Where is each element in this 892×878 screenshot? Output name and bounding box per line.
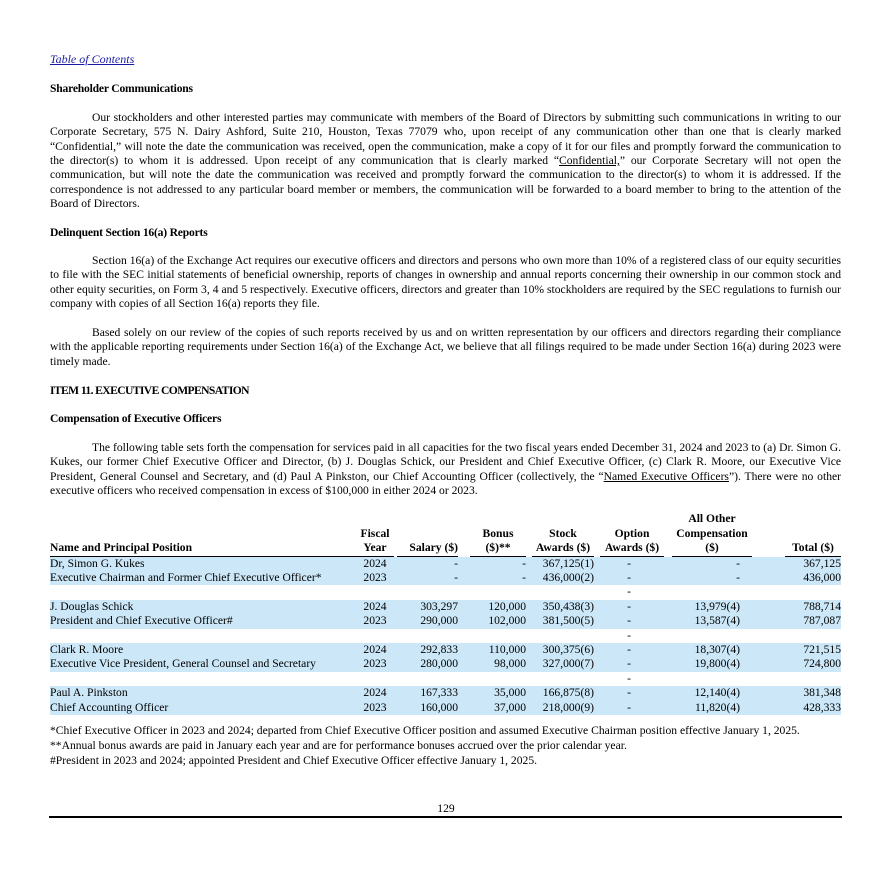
header-stock-awards: Stock Awards ($) (532, 527, 594, 557)
summary-compensation-table (50, 512, 841, 715)
compensation-heading: Compensation of Executive Officers (50, 412, 222, 426)
table-row: Paul A. Pinkston 2024 167,333 35,000 166,875(8) - 12,140(4) 381,348 (50, 686, 841, 700)
header-fiscal-year: Fiscal Year (356, 527, 394, 557)
delinquent-section-heading: Delinquent Section 16(a) Reports (50, 225, 208, 239)
table-row: J. Douglas Schick 2024 303,297 120,000 350,438(3) - 13,979(4) 788,714 (50, 599, 841, 613)
table-spacer-row: - (627, 585, 631, 599)
delinquent-paragraph-2: Based solely on our review of the copies of such reports received by us and on written representation by our officers and directors regarding their compliance with the applicable reporting requirements under Section 16(a) of the Exchange Act, we believe that all filings required to be made under Section 16(a) during 2023 were timely made. (50, 325, 841, 368)
table-row: Executive Vice President, General Counsel and Secretary 2023 280,000 98,000 327,000(7) - 19,800(4) 724,800 (50, 657, 841, 671)
table-spacer-row: - (627, 628, 631, 642)
compensation-paragraph: The following table sets forth the compensation for services paid in all capacities for the two fiscal years ended December 31, 2024 and 2023 to (a) Dr. Simon G. Kukes, our former Chief Executive Officer and Director, (b) J. Douglas Schick, our President and Chief Executive Officer, (c) Clark R. Moore, our Executive Vice President, General Counsel and Secretary, and (d) Paul A Pinkston, our Chief Accounting Officer (collectively, the “Named Executive Officers”). There were no other executive officers who received compensation in excess of $100,000 in either 2024 or 2023. (50, 440, 841, 497)
table-row: President and Chief Executive Officer# 2023 290,000 102,000 381,500(5) - 13,587(4) 787,087 (50, 614, 841, 628)
table-row: Dr, Simon G. Kukes 2024 - - 367,125(1) - - 367,125 (50, 556, 841, 570)
table-of-contents-link[interactable]: Table of Contents (50, 52, 135, 66)
footnote-star: *Chief Executive Officer in 2023 and 2024; departed from Chief Executive Officer position and assumed Executive Chairman position effective January 1, 2025. (50, 724, 800, 738)
shareholder-communications-paragraph: Our stockholders and other interested parties may communicate with members of the Board of Directors by submitting such communications in writing to our Corporate Secretary, 575 N. Dairy Ashford, Suite 210, Houston, Texas 77079 who, upon receipt of any communication other than one that is clearly marked “Confidential,” will note the date the communication was received, open the communication, make a copy of it for our files and promptly forward the communication to the director(s) to whom it is addressed. Upon receipt of any communication that is clearly marked “Confidential,” our Corporate Secretary will not open the communication, but will note the date the communication was received and promptly forward the communication to the director(s) to whom it is addressed. If the correspondence is not addressed to any particular board member or members, the communication will be forwarded to a board member to bring to the attention of the Board of Directors. (50, 110, 841, 211)
footnote-hash: #President in 2023 and 2024; appointed President and Chief Executive Officer effective January 1, 2025. (50, 754, 538, 768)
header-total: Total ($) (785, 541, 841, 556)
table-row: Clark R. Moore 2024 292,833 110,000 300,375(6) - 18,307(4) 721,515 (50, 643, 841, 656)
shareholder-communications-heading: Shareholder Communications (50, 82, 193, 96)
named-executive-officers-underlined: Named Executive Officers (603, 469, 729, 483)
table-row: Chief Accounting Officer 2023 160,000 37,000 218,000(9) - 11,820(4) 428,333 (50, 700, 841, 714)
delinquent-paragraph-1: Section 16(a) of the Exchange Act requires our executive officers and directors and persons who own more than 10% of a registered class of our equity securities to file with the SEC initial statements of beneficial ownership, reports of changes in ownership and annual reports concerning their ownership in our common stock and other equity securities, on Form 3, 4 and 5 respectively. Executive officers, directors and greater than 10% stockholders are required by the SEC regulations to furnish our company with copies of all Section 16(a) reports they file. (50, 254, 841, 311)
table-row: Executive Chairman and Former Chief Executive Officer* 2023 - - 436,000(2) - - 436,000 (50, 570, 841, 584)
header-option-awards: Option Awards ($) (600, 527, 664, 557)
document-page (50, 52, 841, 768)
header-salary: Salary ($) (397, 541, 458, 556)
header-bonus: Bonus ($)** (470, 527, 526, 557)
confidential-underlined: Confidential, (559, 154, 620, 168)
footer-rule (49, 816, 842, 818)
item-11-heading: ITEM 11. EXECUTIVE COMPENSATION (50, 383, 249, 397)
page-number: 129 (437, 802, 455, 815)
footnote-double-star: **Annual bonus awards are paid in January each year and are for performance bonuses accrued over the prior calendar year. (50, 739, 627, 753)
header-all-other-compensation: All Other Compensation ($) (672, 512, 752, 556)
table-footnotes (50, 723, 841, 768)
table-header-row (50, 512, 841, 556)
table-spacer-row: - (627, 671, 631, 685)
header-name: Name and Principal Position (50, 541, 356, 556)
